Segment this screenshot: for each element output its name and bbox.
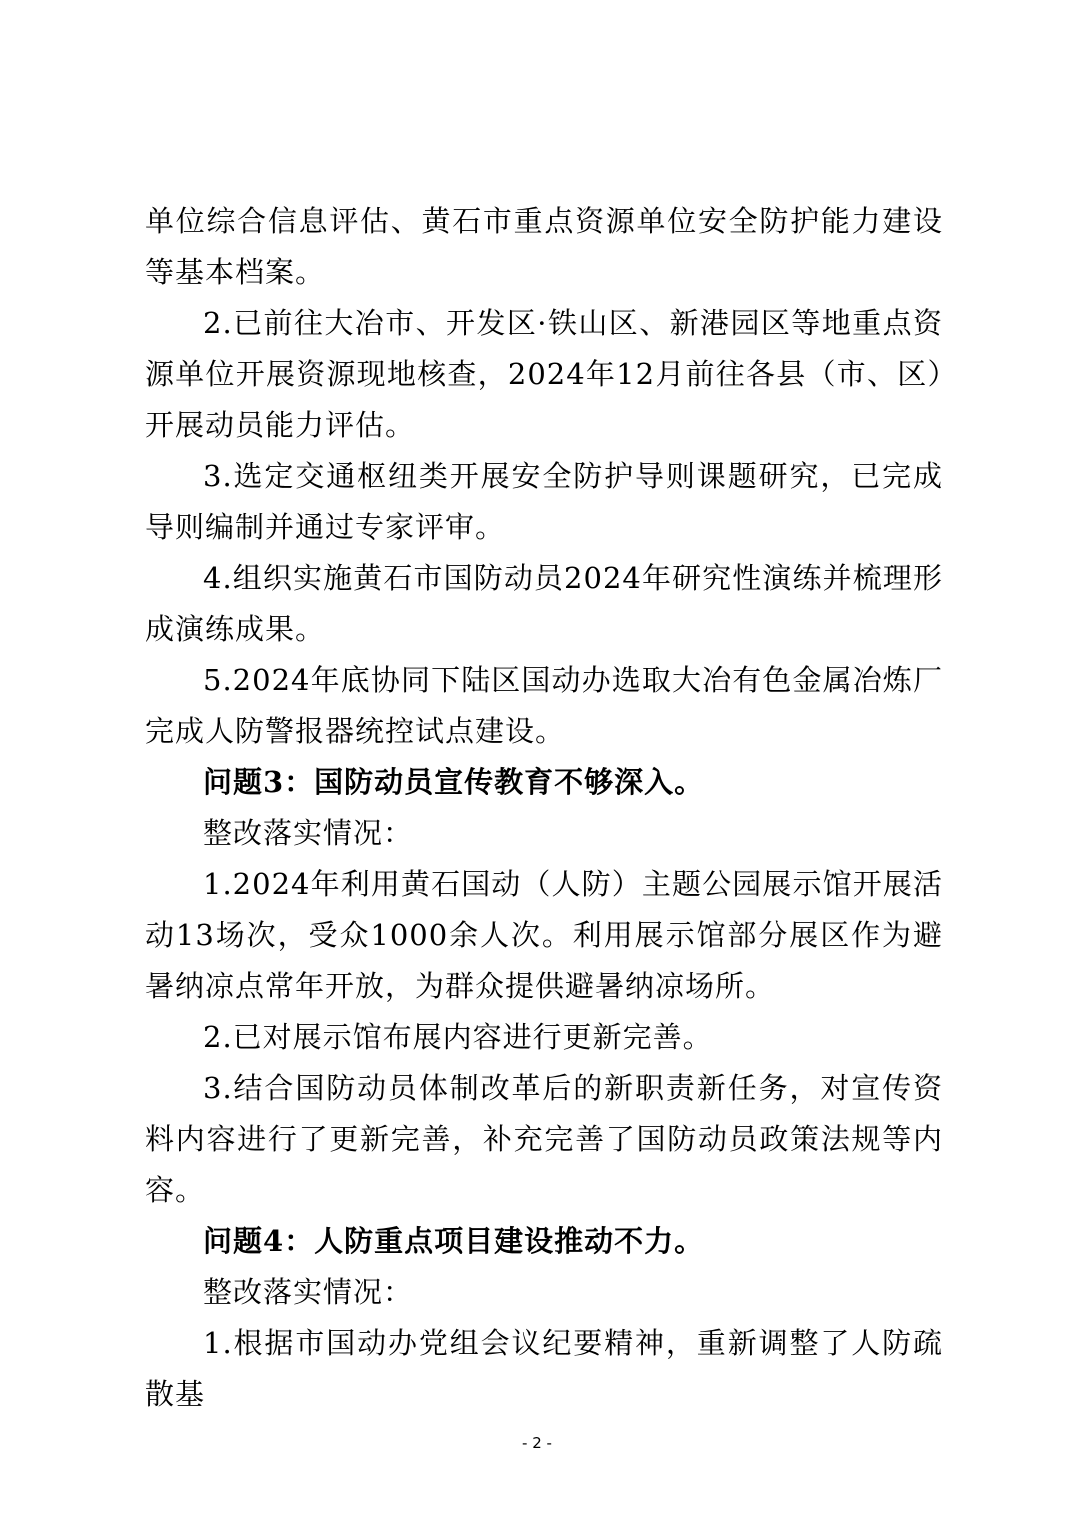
rectification-status-label: 整改落实情况： (203, 1275, 414, 1309)
paragraph-item: 2.已对展示馆布展内容进行更新完善。 (203, 1020, 713, 1054)
problem-heading-3: 问题3：国防动员宣传教育不够深入。 (203, 765, 705, 799)
paragraph-item: 2.已前往大冶市、开发区·铁山区、新港园区等地重点资源单位开展资源现地核查，2024年12月前往各县（市、区）开展动员能力评估。 (145, 306, 943, 442)
rectification-status-label: 整改落实情况： (203, 816, 414, 850)
document-body (145, 196, 943, 1420)
paragraph-item: 1.2024年利用黄石国动（人防）主题公园展示馆开展活动13场次，受众1000余人次。利用展示馆部分展区作为避暑纳凉点常年开放，为群众提供避暑纳凉场所。 (145, 867, 943, 1003)
problem-heading-4: 问题4：人防重点项目建设推动不力。 (203, 1224, 705, 1258)
paragraph-continuation: 单位综合信息评估、黄石市重点资源单位安全防护能力建设等基本档案。 (145, 204, 943, 289)
page-number: - 2 - (522, 1434, 552, 1452)
paragraph-item: 3.结合国防动员体制改革后的新职责新任务，对宣传资料内容进行了更新完善，补充完善了国防动员政策法规等内容。 (145, 1071, 943, 1207)
paragraph-item: 4.组织实施黄石市国防动员2024年研究性演练并梳理形成演练成果。 (145, 561, 943, 646)
paragraph-item: 5.2024年底协同下陆区国动办选取大冶有色金属冶炼厂完成人防警报器统控试点建设。 (145, 663, 943, 748)
paragraph-item: 3.选定交通枢纽类开展安全防护导则课题研究，已完成导则编制并通过专家评审。 (145, 459, 943, 544)
paragraph-item: 1.根据市国动办党组会议纪要精神，重新调整了人防疏散基 (145, 1326, 943, 1411)
